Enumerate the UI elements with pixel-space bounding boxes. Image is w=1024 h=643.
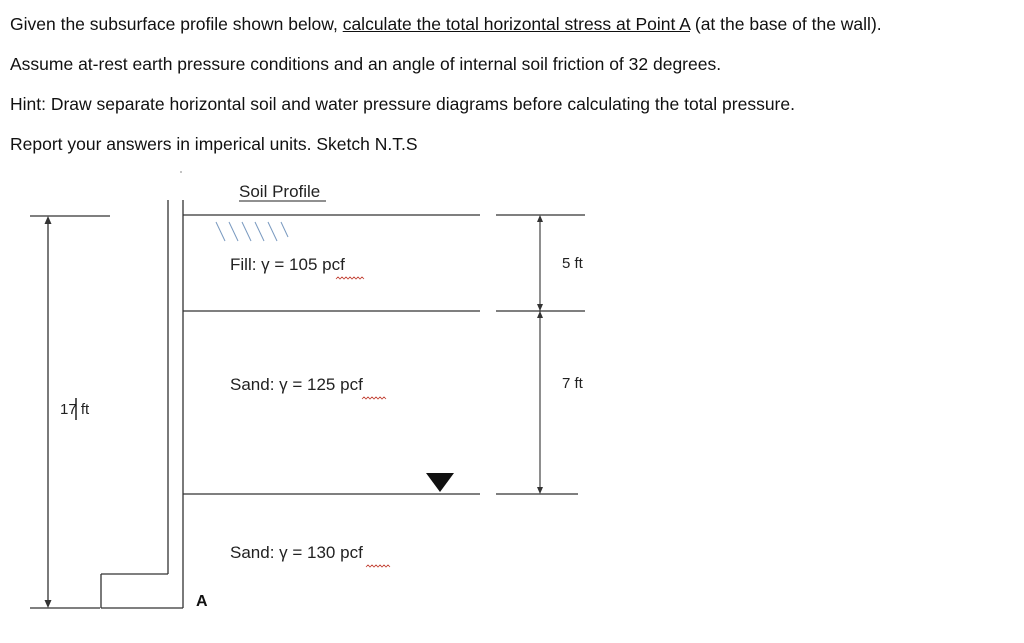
sand-layer-1-label: Sand: γ = 125 pcf <box>230 375 363 394</box>
question-line-1-emphasis: calculate the total horizontal stress at Point A <box>342 14 690 34</box>
stray-dot <box>180 171 182 173</box>
total-height-dimension <box>45 216 52 608</box>
question-line-1-suffix: (at the base of the wall). <box>690 14 882 34</box>
point-a-label: A <box>196 593 208 610</box>
spellcheck-squiggle <box>336 277 364 279</box>
question-line-2: Assume at-rest earth pressure conditions and an angle of internal soil friction of 32 degrees. <box>10 54 722 74</box>
question-line-3: Hint: Draw separate horizontal soil and water pressure diagrams before calculating the total pressure. <box>10 94 795 114</box>
question-line-4: Report your answers in imperical units. Sketch N.T.S <box>10 134 418 154</box>
total-height-label: 17 ft <box>60 401 90 418</box>
question-line-1-prefix: Given the subsurface profile shown below, <box>10 14 343 34</box>
fill-layer-label: Fill: γ = 105 pcf <box>230 255 345 274</box>
ground-surface-hatch <box>216 222 288 241</box>
middle-layer-thickness-label: 7 ft <box>562 375 583 392</box>
water-table-icon <box>426 473 454 492</box>
spellcheck-squiggle <box>362 397 386 399</box>
upper-layer-thickness-label: 5 ft <box>562 255 583 272</box>
retaining-wall <box>101 200 183 608</box>
diagram-title: Soil Profile <box>239 182 321 201</box>
spellcheck-squiggle <box>366 565 390 567</box>
right-dimension-lines <box>537 215 543 494</box>
sand-layer-2-label: Sand: γ = 130 pcf <box>230 543 363 562</box>
